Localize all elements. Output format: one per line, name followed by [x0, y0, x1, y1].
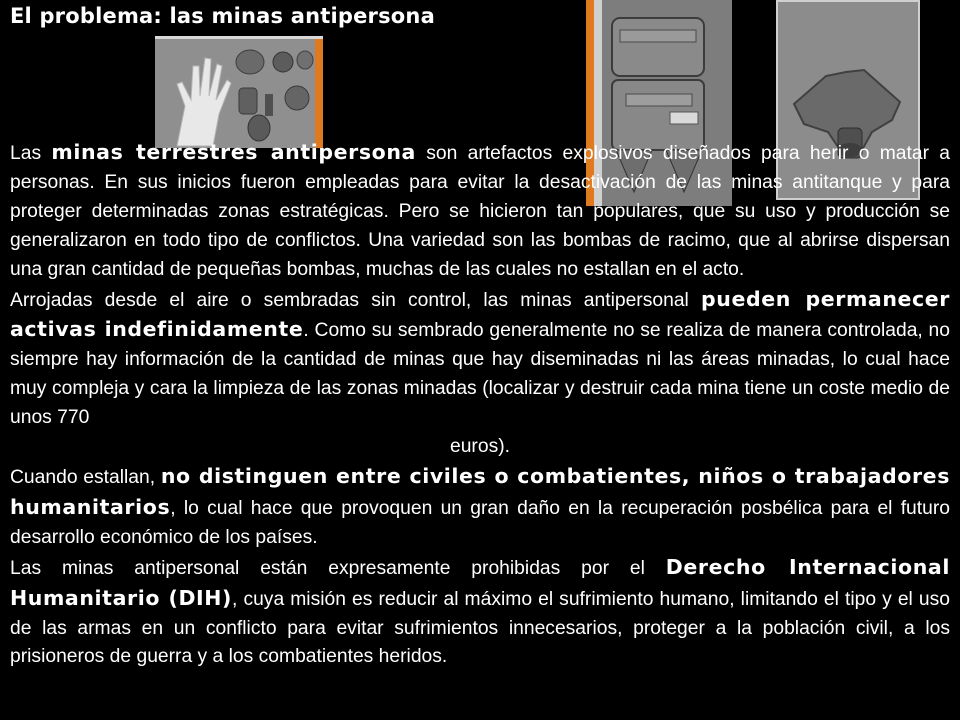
p4-emphasis: Derecho Internacional Humanitario (DIH) [10, 554, 950, 610]
paragraph-activas-indefinidamente [10, 285, 950, 434]
p2-text-c: . Como su sembrado generalmente no se realiza de manera controlada, no siempre hay información de la cantidad de minas que hay diseminadas ni las áreas minadas, lo cual hace muy compleja y cara la limpieza de las zonas minadas (localizar y destruir cada mina tiene un coste medio de unos 770 [10, 320, 950, 429]
body-text [10, 138, 950, 672]
p4-text-a: Las minas antipersonal están expresamente prohibidas por el [10, 557, 666, 579]
paragraph-minas-terrestres [10, 138, 950, 285]
page-title: El problema: las minas antipersona [10, 4, 435, 28]
mines-and-hand-photo [155, 36, 323, 148]
p1-text-a: Las [10, 143, 52, 164]
p1-text-c: son artefactos explosivos diseñados para herir o matar a personas. En sus inicios fueron empleadas para evitar la desactivación de las minas antitanque y para proteger determinadas zonas estratégicas. Pero se hicieron tan populares, que su uso y producción se generalizaron en todo tipo de conflictos. Una variedad son las bombas de racimo, que al abrirse dispersan una gran cantidad de pequeñas bombas, muchas de las cuales no estallan en el acto. [10, 143, 950, 280]
p1-emphasis: minas terrestres antipersona [51, 140, 416, 164]
landmines-photo-icon [155, 36, 323, 148]
p2-emphasis: pueden permanecer activas indefinidamente [10, 286, 951, 342]
p4-text-c: , cuya misión es reducir al máximo el sufrimiento humano, limitando el tipo y el uso de las armas en un conflicto para evitar sufrimientos innecesarios, proteger a la población civil, a los prisioneros de guerra y a los combatientes heridos. [10, 588, 950, 668]
p2-text-a: Arrojadas desde el aire o sembradas sin control, las minas antipersonal [10, 289, 701, 311]
paragraph-dih [10, 553, 950, 673]
p3-text-a: Cuando estallan, [10, 466, 161, 488]
p3-emphasis: no distinguen entre civiles o combatientes, niños o trabajadores humanitarios [10, 463, 950, 519]
paragraph-no-distinguen [10, 462, 950, 553]
p3-text-c: , lo cual hace que provoquen un gran daño en la recuperación posbélica para el futuro desarrollo económico de los países. [10, 497, 950, 548]
paragraph-euros-line: euros). [449, 436, 510, 458]
